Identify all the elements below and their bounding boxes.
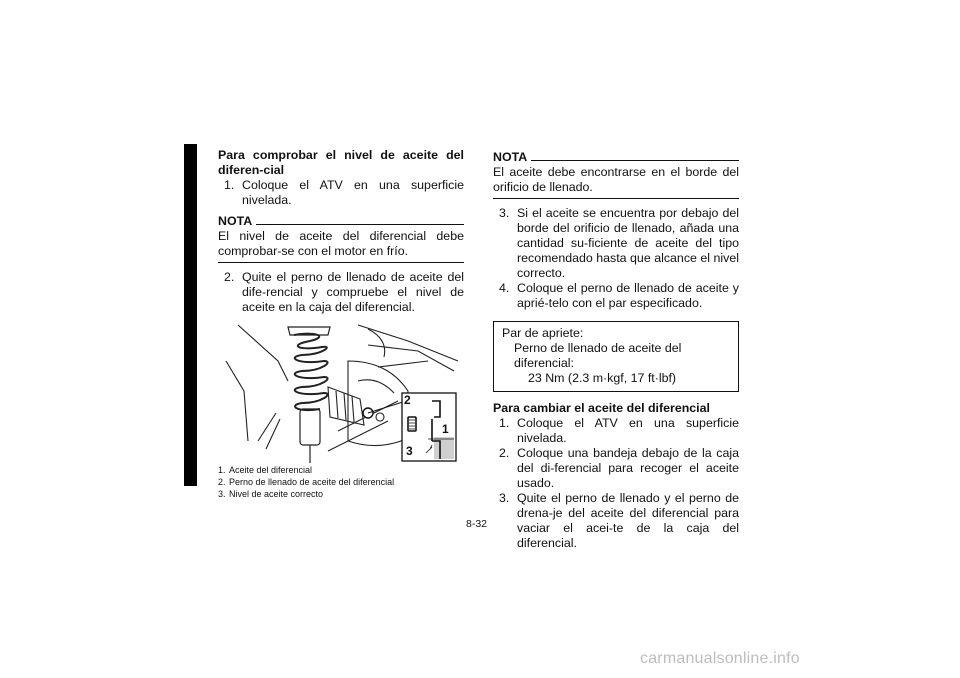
- nota-text: El aceite debe encontrarse en el borde del orificio de llenado.: [493, 165, 739, 194]
- torque-value: 23 Nm (2.3 m·kgf, 17 ft·lbf): [528, 371, 677, 385]
- figure-label-3: 3: [406, 444, 413, 458]
- chapter-number: 8: [187, 324, 195, 336]
- nota-label: NOTA: [493, 150, 528, 164]
- step-text: Coloque el perno de llenado de aceite y aprié-telo con el par especificado.: [517, 281, 739, 310]
- differential-illustration: [218, 321, 464, 463]
- section-heading-check: Para comprobar el nivel de aceite del diferen-cial: [218, 148, 464, 177]
- nota-rule: [531, 160, 739, 161]
- step-text: Coloque el ATV en una superficie nivelada.: [517, 416, 739, 445]
- step-number: 3.: [499, 491, 510, 505]
- step-text: Quite el perno de llenado de aceite del dife-rencial y compruebe el nivel de aceite en la caja del diferencial.: [242, 270, 464, 314]
- right-column: [493, 148, 739, 551]
- left-column: [218, 148, 464, 500]
- step-2: [224, 270, 464, 315]
- change-step-1: [499, 416, 739, 446]
- step-number: 2.: [224, 270, 235, 284]
- torque-spec-box: [493, 321, 739, 392]
- nota-header: [493, 150, 739, 165]
- step-number: 1.: [499, 416, 510, 430]
- step-4: [499, 281, 739, 311]
- step-number: 1.: [224, 178, 235, 192]
- caption-number: 3.: [218, 489, 226, 499]
- caption-text: Aceite del diferencial: [229, 465, 313, 475]
- nota-end-rule: [218, 262, 464, 263]
- caption-text: Perno de llenado de aceite del diferencial: [229, 477, 395, 487]
- watermark-text: carmanualsonline.info: [640, 650, 800, 667]
- torque-part: Perno de llenado de aceite del diferencial:: [514, 341, 682, 370]
- figure-label-1: 1: [442, 422, 449, 436]
- caption-text: Nivel de aceite correcto: [229, 489, 324, 499]
- page-number: 8-32: [466, 518, 488, 530]
- step-3: [499, 206, 739, 281]
- nota-header: [218, 214, 464, 229]
- nota-rule: [256, 224, 464, 225]
- differential-drawing: [218, 321, 464, 463]
- caption-item: [218, 488, 464, 500]
- step-text: Quite el perno de llenado y el perno de drena-je del aceite del diferencial para vaciar el acei-te de la caja del diferencial.: [517, 491, 739, 550]
- figure-captions: [218, 464, 464, 500]
- change-step-2: [499, 446, 739, 491]
- step-1: [224, 178, 464, 208]
- step-text: Si el aceite se encuentra por debajo del borde del orificio de llenado, añada una cantidad su-ficiente de aceite del tipo recomendado hasta que alcance el nivel correcto.: [517, 206, 739, 280]
- caption-item: [218, 464, 464, 476]
- nota-text: El nivel de aceite del diferencial debe comprobar-se con el motor en frío.: [218, 229, 464, 258]
- step-number: 4.: [499, 281, 510, 295]
- nota-end-rule: [493, 198, 739, 199]
- step-text: Coloque una bandeja debajo de la caja del di-ferencial para recoger el aceite usado.: [517, 446, 739, 490]
- caption-number: 1.: [218, 465, 226, 475]
- step-text: Coloque el ATV en una superficie nivelada.: [242, 178, 464, 207]
- chapter-tab: [184, 144, 197, 486]
- change-step-3: [499, 491, 739, 551]
- step-number: 2.: [499, 446, 510, 460]
- caption-item: [218, 476, 464, 488]
- nota-label: NOTA: [218, 214, 253, 228]
- caption-number: 2.: [218, 477, 226, 487]
- step-number: 3.: [499, 206, 510, 220]
- torque-title: Par de apriete:: [502, 326, 584, 340]
- figure-label-2: 2: [404, 393, 411, 407]
- section-heading-change: Para cambiar el aceite del diferencial: [493, 401, 710, 415]
